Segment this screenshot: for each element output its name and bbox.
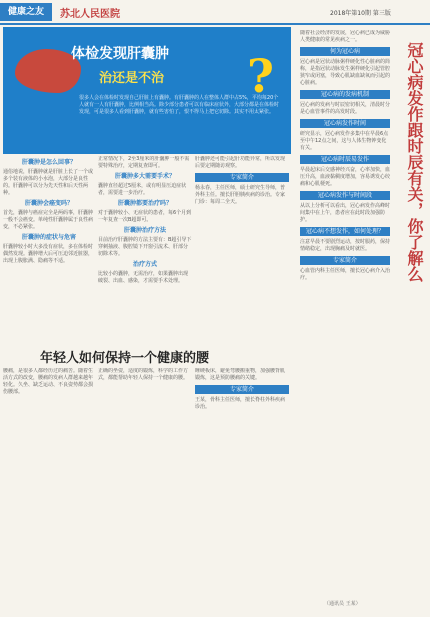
- paragraph: 早晨起床后交感神经兴奋，心率加快，血压升高，血液黏稠度增加，容易诱发心绞痛和心肌梗死。: [300, 167, 390, 187]
- footer-note: （通讯员 王某）: [324, 601, 361, 607]
- bottom-article-col-2: [98, 368, 192, 612]
- bottom-article-col-1: [3, 368, 95, 612]
- expert-bio: 王某，骨科主任医师，擅长脊柱外科疾病诊治。: [195, 397, 286, 410]
- issue-date: 2018年第10期 第三版: [330, 10, 391, 17]
- hero-subtitle: 治还是不治: [99, 71, 165, 86]
- paragraph: 冠心病是冠状动脉粥样硬化性心脏病的简称，是指冠状动脉发生粥样硬化引起管腔狭窄或闭塞，导致心肌缺血缺氧而引起的心脏病。: [300, 59, 390, 86]
- paragraph: 随着社会经济的发展，冠心病已成为威胁人类健康的常见疾病之一。: [300, 30, 390, 43]
- left-article-column: [3, 156, 95, 342]
- section-heading: 肝囊肿会癌变吗？: [24, 200, 73, 207]
- expert-heading: 专家简介: [195, 385, 289, 394]
- paragraph: 睡硬板床，避免弯腰搬重物，加强腰背肌锻炼，这是预防腰痛的关键。: [195, 368, 286, 381]
- paragraph: 肝囊肿较小时大多没有症状，多在体检时偶然发现。囊肿增大后可压迫邻近脏器，出现上腹胀满、隐痛等不适。: [3, 244, 94, 264]
- paragraph: 囊肿直径超过5厘米，或有明显压迫症状者，需要进一步治疗。: [98, 183, 187, 196]
- paragraph: 对于囊肿较小、无症状的患者，每6个月到一年复查一次B超即可。: [98, 210, 192, 223]
- section-badge: 健康之友: [0, 3, 52, 21]
- paragraph: 通俗地说，肝囊肿就是肝脏上长了一个或多个装有液体的小水泡，大部分是良性的。肝囊肿可以分为先天性和后天性两种。: [3, 169, 94, 196]
- section-heading: 肝囊肿都要治疗吗？: [117, 200, 172, 207]
- paragraph: 目前治疗肝囊肿的方法主要有：B超引导下穿刺抽液、腹腔镜下开窗引流术、肝部分切除术等。: [98, 237, 192, 257]
- section-heading: 冠心病的发病机制: [300, 90, 390, 99]
- section-heading: 冠心病不想发作，如何处理？: [300, 227, 390, 236]
- section-heading: 冠心病发作与时间段: [300, 191, 390, 200]
- newspaper-title: 苏北人民医院: [60, 9, 120, 20]
- paragraph: 冠心病的发病与时辰密切相关，清晨时分是心血管事件的高发时段。: [300, 102, 390, 115]
- section-heading: 肝囊肿多大需要手术？: [114, 173, 175, 180]
- right-article-column: [195, 156, 289, 342]
- section-heading: 肝囊肿治疗方法: [123, 227, 166, 234]
- paragraph: 正常情况下，2至3厘米的肝囊肿一般不需要特殊治疗，定期复查即可。: [98, 156, 190, 169]
- paragraph: 腰痛，是很多人都经历过的痛苦。随着生活方式的改变，腰痛的发病人群越来越年轻化。久坐、缺乏运动、不良姿势都会损伤腰部。: [3, 368, 94, 395]
- section-heading: 何为冠心病: [300, 47, 390, 56]
- section-heading: 冠心病发作时间: [300, 119, 390, 128]
- section-heading: 治疗方式: [132, 261, 157, 268]
- section-heading: 肝囊肿的症状与危害: [21, 234, 76, 241]
- paragraph: 从以上分析可以看出，冠心病发作高峰时间集中在上午，患者应在此时段加强防护。: [300, 203, 390, 223]
- expert-heading: 专家简介: [195, 173, 289, 182]
- expert-bio: 杨永春，主任医师，硕士研究生导师，普外科主任。擅长肝胆胰疾病的诊治。专家门诊：每周二全天。: [195, 185, 286, 205]
- expert-bio: 心血管内科主任医师，擅长冠心病介入治疗。: [300, 268, 390, 281]
- section-heading: 肝囊肿是怎么回事？: [21, 159, 76, 166]
- middle-article-column: [98, 156, 192, 342]
- masthead-rule: [0, 23, 430, 25]
- right-sidebar-article: [300, 30, 390, 590]
- paragraph: 注意早晨不要剧烈运动，按时服药，保持情绪稳定，出现胸痛及时就医。: [300, 239, 390, 252]
- paragraph: 正确的坐姿，适度的锻炼，科学的工作方式，都能帮助年轻人保持一个健康的腰。: [98, 368, 189, 381]
- paragraph: 研究显示，冠心病发作多集中在早晨6点至中午12点之间，这与人体生物钟变化有关。: [300, 131, 389, 151]
- vertical-headline: 冠心病发作跟时辰有关，你了解么: [405, 42, 424, 282]
- masthead: [0, 0, 430, 24]
- hero-intro: 很多人会在体检时发现自己肝脏上有囊肿。有肝囊肿的人在整体人群中占5%，平均每20个人就有一人有肝囊肿，比例相当高。除少部分患者可以有临床症状外，大部分都是在体检时发现，可是很多人看到肝囊肿，就有些害怕了，恨不得马上把它切除。其实不用太紧张。: [79, 95, 280, 115]
- article-title: 年轻人如何保持一个健康的腰: [40, 351, 210, 366]
- paragraph: 首先，囊肿与癌症完全是两码事，肝囊肿一般不会癌变。单纯性肝囊肿属于良性病变，不必紧张。: [3, 210, 94, 230]
- section-heading: 冠心病时辰易发作: [300, 155, 390, 164]
- paragraph: 肝囊肿还可能引起肝功能异常，所以发现后要定期随访观察。: [195, 156, 286, 169]
- paragraph: 比较小的囊肿，无需治疗，如果囊肿出现破裂、出血、感染，才需要手术处理。: [98, 271, 189, 284]
- bottom-article-col-3: [195, 368, 289, 612]
- hero-title: 体检发现肝囊肿: [71, 46, 169, 62]
- question-mark-icon: ?: [247, 49, 274, 103]
- expert-heading: 专家简介: [300, 256, 390, 265]
- hero-banner: [3, 27, 291, 154]
